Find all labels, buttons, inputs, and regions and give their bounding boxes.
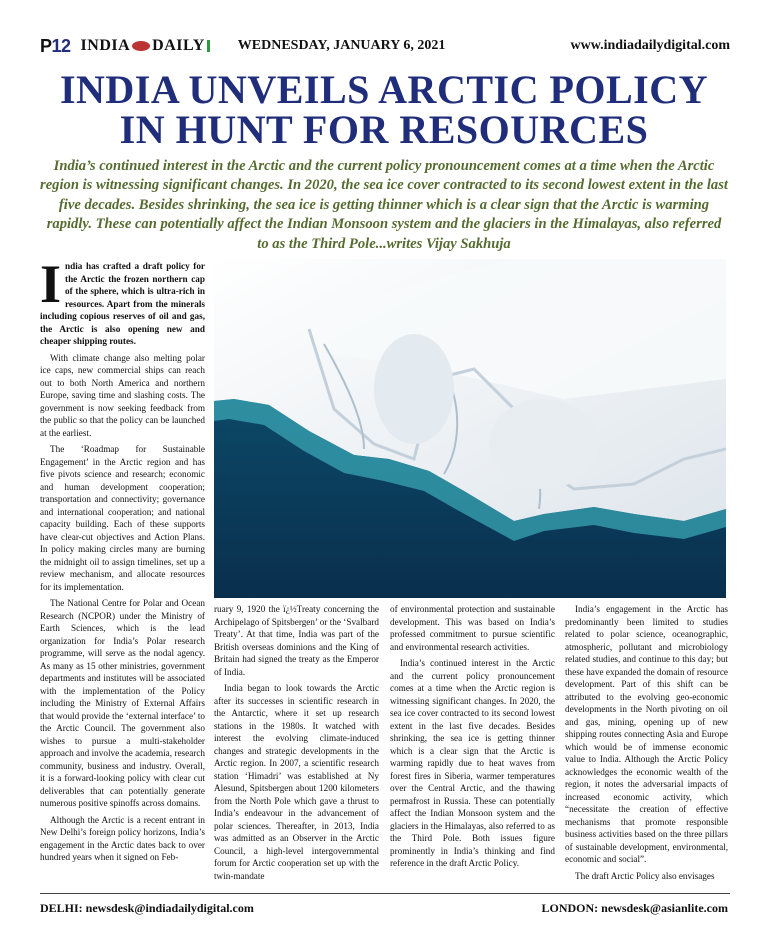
brand-logo: INDIA DAILY <box>81 37 210 55</box>
footer-delhi-email: DELHI: newsdesk@indiadailydigital.com <box>40 901 254 915</box>
paragraph: The draft Arctic Policy also envisages <box>575 870 715 881</box>
issue-date: WEDNESDAY, JANUARY 6, 2021 <box>237 38 446 53</box>
paragraph: Although the Arctic is a recent entrant in New Delhi’s foreign policy horizons, India’s engagement in the Arctic dates back to over hundred years when it signed on Feb- <box>40 814 205 862</box>
page-number: P12 <box>40 35 71 56</box>
article-column-3 <box>390 603 555 886</box>
headline-line-2: IN HUNT FOR RESOURCES <box>119 107 649 152</box>
headline <box>28 67 740 152</box>
headline-line-1: INDIA UNVEILS ARCTIC POLICY <box>59 67 709 112</box>
masthead <box>40 36 730 56</box>
arctic-ice-photo <box>214 259 726 598</box>
standfirst: India’s continued interest in the Arctic and the current policy pronouncement comes at a time when the Arctic region is witnessing significant changes. In 2020, the sea ice cover contracted to its second lowest extent in the last five decades. Besides shrinking, the sea ice is getting thinner which is a clear sign that the Arctic is warming rapidly. These can potentially affect the Indian Monsoon system and the glaciers in the Himalayas, also referred to as the Third Pole...writes Vijay Sakhuja <box>40 158 728 252</box>
paragraph: With climate change also melting polar ice caps, new commercial ships can reach out to both North America and northern Europe, saving time and slashing costs. The government is now seeking feedback from the public so that the policy can be launched at the earliest. <box>40 352 205 438</box>
article-column-2 <box>214 603 379 886</box>
ice-shelf-illustration <box>214 259 726 598</box>
paragraph: India began to look towards the Arctic after its successes in scientific research in the Antarctic, where it set up research stations in the 1980s. It watched with interest the evolving climate-induced changes and strategic developments in the Arctic region. In 2007, a scientific research station ‘Himadri’ was established at Ny Alesund, Spitsbergen about 1200 kilometers from the North Pole which gave a thrust to India’s endeavour in the advancement of polar sciences. Thereafter, in 2013, India was admitted as an Observer in the Arctic Council, a high-level intergovernmental forum for Arctic cooperation set up with the twin-mandate <box>214 683 379 881</box>
emblem-icon <box>132 41 150 51</box>
website-url: www.indiadailydigital.com <box>570 38 730 53</box>
footer-divider <box>40 893 730 894</box>
lead-paragraph: India has crafted a draft policy for the Arctic the frozen northern cap of the sphere, which is ultra-rich in resources. Apart from the minerals including copious reserves of oil and gas, the Arctic is also opening new and cheaper shipping routes. <box>40 254 205 346</box>
paragraph: The ‘Roadmap for Sustainable Engagement’ in the Arctic region and has five pivots science and research; economic and human development cooperation; transportation and connectivity; governance and international cooperation; and national capacity building. Each of these supports have clear-cut objectives and Action Plans. In policy making circles many are burning the midnight oil to assign timelines, set up a review mechanism, and allocate resources for its implementation. <box>40 444 205 592</box>
paragraph: of environmental protection and sustainable development. This was based on India’s professed commitment to pursue scientific and environmental research activities. <box>390 604 555 652</box>
drop-cap: I <box>40 254 62 314</box>
paragraph: The National Centre for Polar and Ocean Research (NCPOR) under the Ministry of Earth Sciences, which is the lead organization for India’s Polar research programme, will serve as the nodal agency. As many as 15 other ministries, government departments and institutes will be associated with the implementation of the Policy including the Ministry of External Affairs that would provide the ‘external interface’ to the Arctic Council. The government also wishes to pursue a multi-stakeholder approach and involve the academia, research community, business and industry. Overall, it is a forward-looking policy with clear cut deliverables that can potentially generate numerous positive spinoffs across domains. <box>40 598 205 808</box>
paragraph: India’s continued interest in the Arctic and the current policy pronouncement comes at a time when the Arctic region is witnessing significant changes. In 2020, the sea ice cover contracted to its second lowest extent in the last five decades. Besides shrinking, the sea ice is getting thinner which is a clear sign that the Arctic is warming rapidly due to heat waves from forest fires in Siberia, warmer temperatures over the Central Arctic, and the thawing permafrost in Russia. These can potentially affect the Indian Monsoon system and the glaciers in the Himalayas, also referred to as the Third Pole. Both issues figure prominently in India’s thinking and find reference in the draft Arctic Policy. <box>390 658 555 868</box>
article-column-1 <box>40 254 205 885</box>
flag-stripe-icon <box>207 40 210 52</box>
paragraph: ruary 9, 1920 the ï¿½Treaty concerning the Archipelago of Spitsbergen’ or the ‘Svalbard Treaty’. At that time, India was part of the British overseas dominions and the King of Britain had signed the treaty as the Emperor of India. <box>214 604 379 677</box>
paragraph: India’s engagement in the Arctic has predominantly been limited to studies related to polar science, oceanographic, atmospheric, pollutant and microbiology related studies, and continue to this day; but these have expanded the domain of resource development. Part of this shift can be attributed to the evolving geo-economic developments in the North pivoting on oil and gas, mining, opening up of new shipping routes connecting Asia and Europe which would be of immense economic value to India. Although the Arctic Policy acknowledges the economic wealth of the region, it notes the adversarial impacts of increased economic activity, which “necessitate the creation of effective mechanisms that promote responsible business activities based on the three pillars of sustainable development, environmental, economic and social”. <box>565 604 728 864</box>
article-column-4 <box>565 603 728 886</box>
footer-london-email: LONDON: newsdesk@asianlite.com <box>541 901 728 915</box>
